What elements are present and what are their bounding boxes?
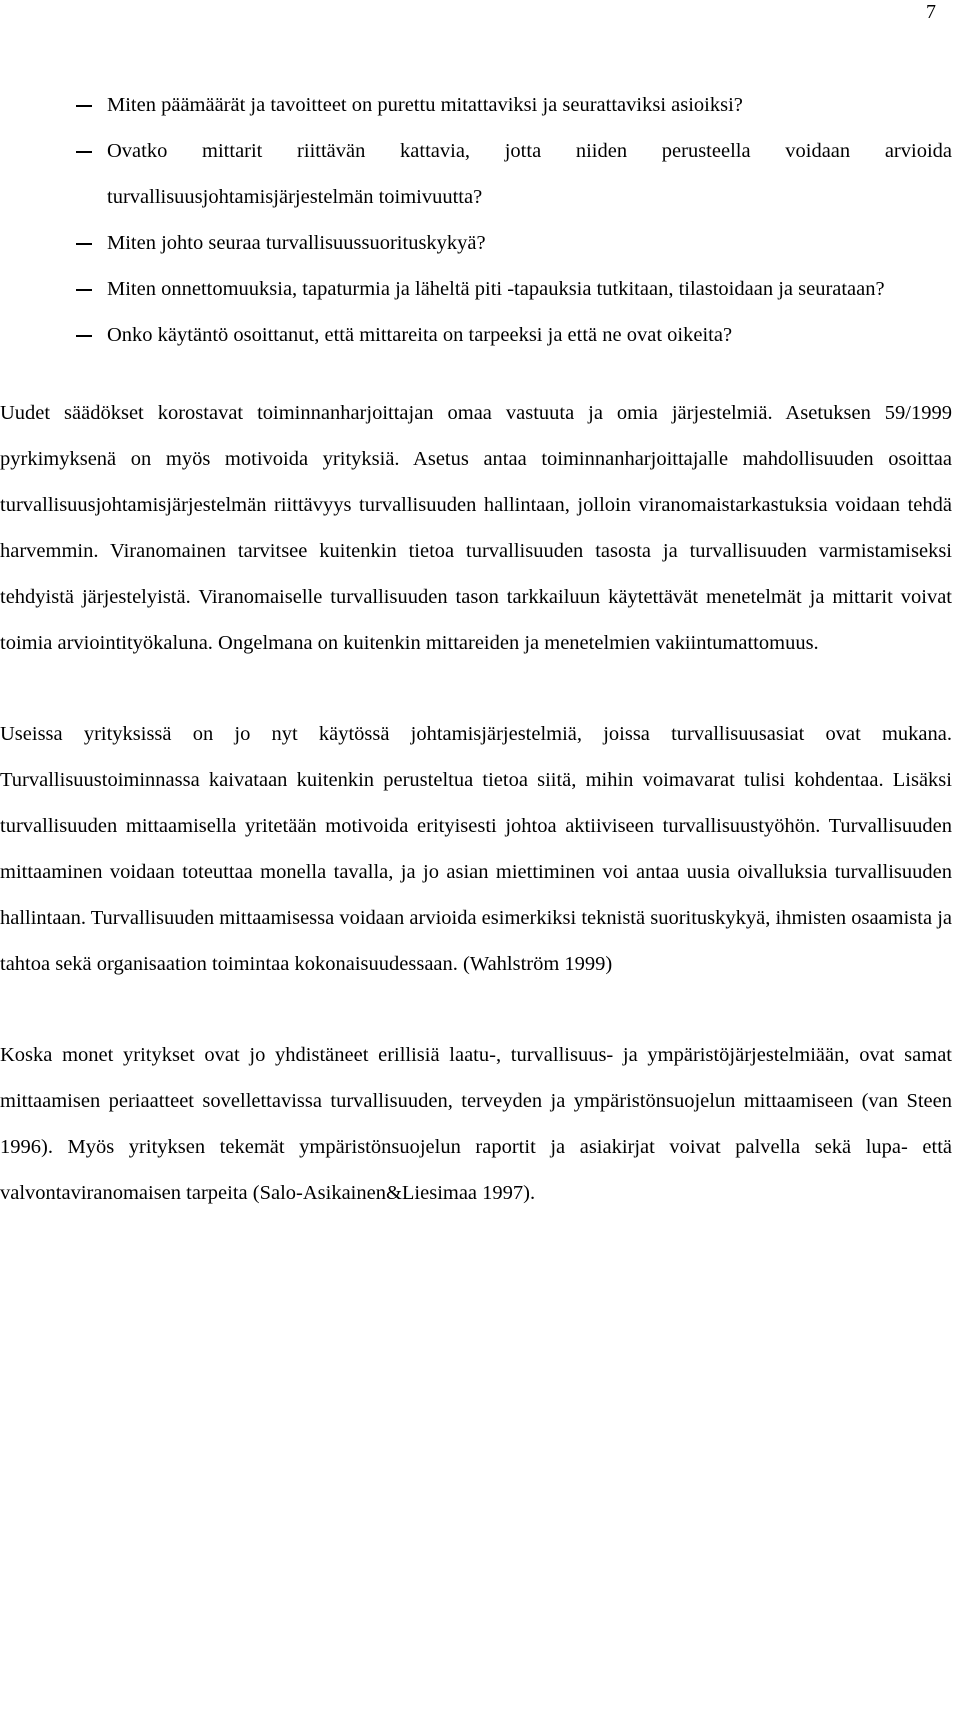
paragraph-regulations: Uudet säädökset korostavat toiminnanharjoittajan omaa vastuuta ja omia järjestelmiä. Asetuksen 59/1999 pyrkimyksenä on myös motivoida yrityksiä. Asetus antaa toiminnanharjoittajalle mahdollisuuden osoittaa turvallisuusjohtamisjärjestelmän riittävyys turvallisuuden hallintaan, jolloin viranomaistarkastuksia voidaan tehdä harvemmin. Viranomainen tarvitsee kuitenkin tietoa turvallisuuden tasosta ja turvallisuuden varmistamiseksi tehdyistä järjestelyistä. Viranomaiselle turvallisuuden tason tarkkailuun käytettävät menetelmät ja mittarit voivat toimia arviointityökaluna. Ongelmana on kuitenkin mittareiden ja menetelmien vakiintumattomuus. [0,402,952,654]
document-body [0,82,952,1216]
question-list [0,82,952,358]
list-item: Miten päämäärät ja tavoitteet on purettu mitattaviksi ja seurattaviksi asioiksi? [0,82,952,128]
paragraph-integrated-systems: Koska monet yritykset ovat jo yhdistäneet erillisiä laatu-, turvallisuus- ja ympäristöjärjestelmiään, ovat samat mittaamisen periaatteet sovellettavissa turvallisuuden, terveyden ja ympäristönsuojelun mittaamiseen (van Steen 1996). Myös yrityksen tekemät ympäristönsuojelun raportit ja asiakirjat voivat palvella sekä lupa- että valvontaviranomaisen tarpeita (Salo-Asikainen&Liesimaa 1997). [0,1044,952,1204]
list-item: Miten onnettomuuksia, tapaturmia ja läheltä piti -tapauksia tutkitaan, tilastoidaan ja seurataan? [0,266,952,312]
paragraph-management-systems: Useissa yrityksissä on jo nyt käytössä johtamisjärjestelmiä, joissa turvallisuusasiat ovat mukana. Turvallisuustoiminnassa kaivataan kuitenkin perusteltua tietoa siitä, mihin voimavarat tulisi kohdentaa. Lisäksi turvallisuuden mittaamisella yritetään motivoida erityisesti johtoa aktiiviseen turvallisuustyöhön. Turvallisuuden mittaaminen voidaan toteuttaa monella tavalla, ja jo asian miettiminen voi antaa uusia oivalluksia turvallisuuden hallintaan. Turvallisuuden mittaamisessa voidaan arvioida esimerkiksi teknistä suorituskykyä, ihmisten osaamista ja tahtoa sekä organisaation toimintaa kokonaisuudessaan. (Wahlström 1999) [0,723,952,975]
list-item: Onko käytäntö osoittanut, että mittareita on tarpeeksi ja että ne ovat oikeita? [0,312,952,358]
list-item: Ovatko mittarit riittävän kattavia, jotta niiden perusteella voidaan arvioida turvallisuusjohtamisjärjestelmän toimivuutta? [0,128,952,220]
page-number: 7 [926,1,936,23]
list-item: Miten johto seuraa turvallisuussuorituskykyä? [0,220,952,266]
